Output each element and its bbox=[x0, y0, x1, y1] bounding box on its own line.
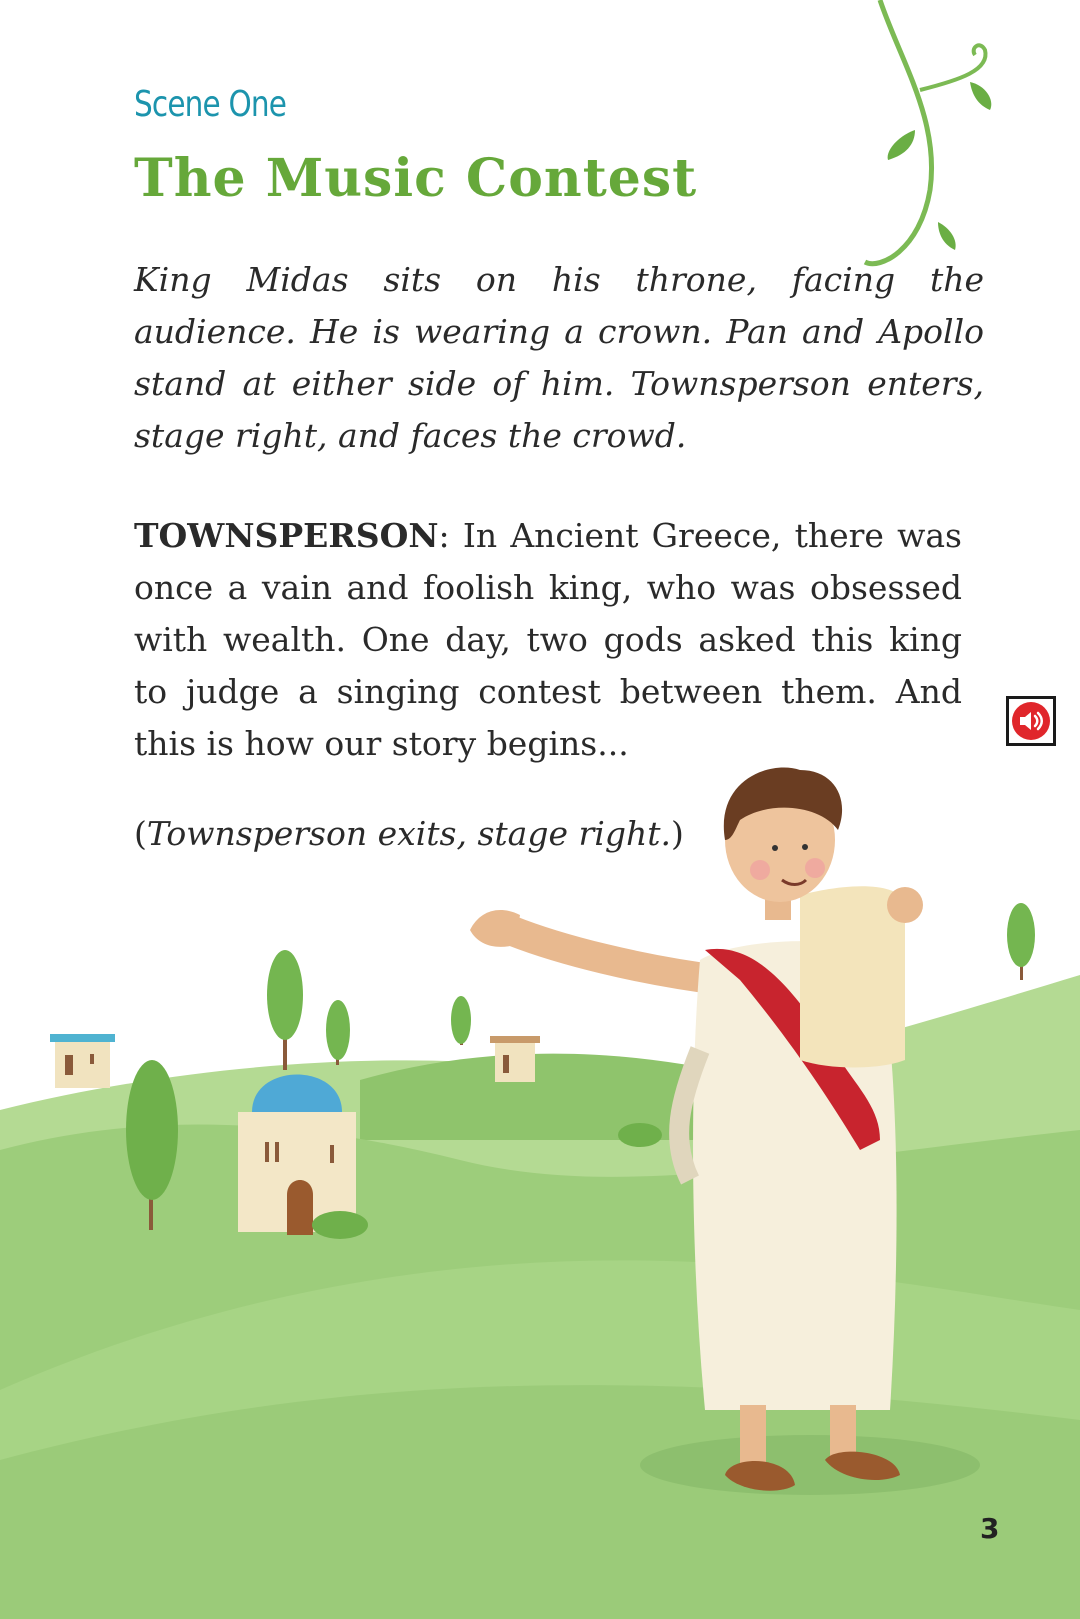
page-number: 3 bbox=[980, 1512, 1000, 1545]
speaker-separator: : bbox=[438, 516, 450, 555]
exit-open-paren: ( bbox=[134, 814, 147, 853]
exit-direction-text: Townsperson exits, stage right. bbox=[146, 814, 671, 853]
dialogue-paragraph bbox=[134, 510, 962, 770]
scene-label: Scene One bbox=[134, 84, 287, 125]
vine-decoration bbox=[865, 0, 991, 264]
stage-direction: King Midas sits on his throne, facing the audience. He is wearing a crown. Pan and Apollo stand at either side of him. Townsperson enters, stage right, and faces the crowd. bbox=[134, 260, 984, 455]
audio-play-button[interactable] bbox=[1006, 696, 1056, 746]
dialogue-text: In Ancient Greece, there was once a vain and foolish king, who was obsessed with wealth. One day, two gods asked this king to judge a singing contest between them. And this is how our story begins... bbox=[134, 516, 962, 763]
exit-close-paren: ) bbox=[670, 814, 684, 853]
scene-title: The Music Contest bbox=[134, 148, 698, 209]
exit-direction bbox=[134, 808, 734, 860]
speaker-name: TOWNSPERSON bbox=[134, 516, 439, 555]
speaker-icon bbox=[1011, 701, 1051, 741]
